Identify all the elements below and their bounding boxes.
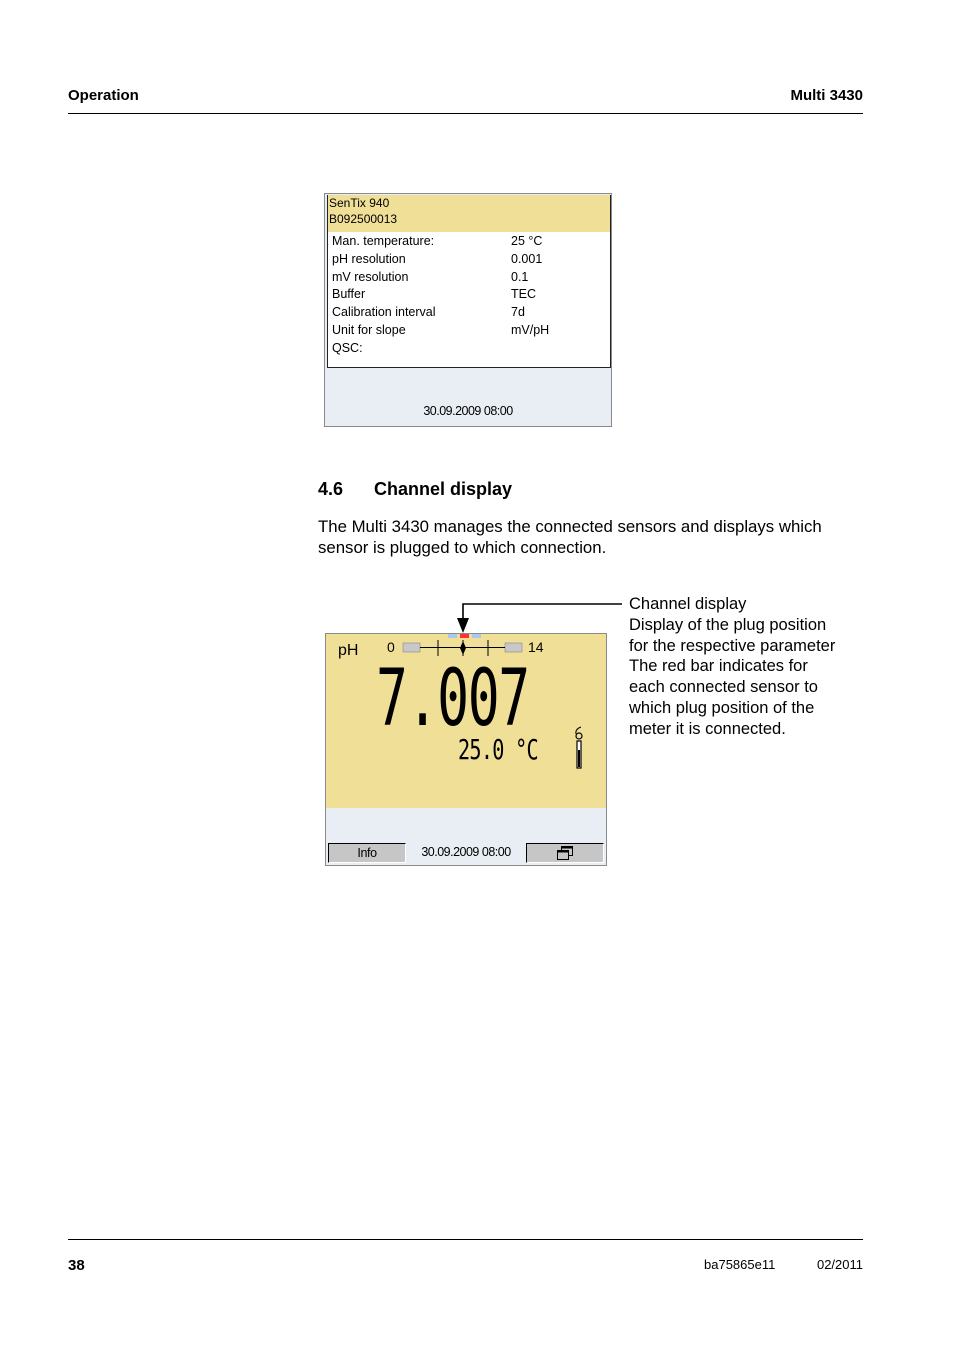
setting-label: pH resolution: [332, 251, 406, 266]
windows-icon: [557, 846, 573, 860]
parameter-label: pH: [338, 642, 359, 659]
settings-panel: [327, 195, 611, 368]
header-rule: [68, 113, 863, 114]
callout-title: Channel display: [629, 595, 747, 613]
settings-datetime: 30.09.2009 08:00: [423, 404, 513, 418]
footer-rule: [68, 1239, 863, 1240]
setting-value: 0.001: [511, 251, 543, 266]
section-body: The Multi 3430 manages the connected sensors and displays which sensor is plugged to which connection.: [318, 517, 822, 557]
section-title: Channel display: [374, 479, 513, 499]
setting-row-ph-resolution[interactable]: [332, 252, 608, 270]
callout-line: which plug position of the: [629, 698, 815, 717]
header-product-name: Multi 3430: [790, 87, 863, 104]
setting-value: TEC: [511, 287, 536, 302]
callout-line: The red bar indicates for: [629, 657, 808, 676]
setting-label: Buffer: [332, 287, 366, 302]
setting-row-calibration-interval[interactable]: [332, 305, 608, 323]
document-id: ba75865e11: [704, 1257, 776, 1272]
page-number: 38: [68, 1257, 85, 1274]
header-section-title: Operation: [68, 87, 139, 104]
scale-min: 0: [387, 639, 395, 655]
setting-row-qsc[interactable]: [332, 341, 608, 359]
sensor-info-bar: [328, 195, 610, 232]
setting-label: mV resolution: [332, 269, 409, 284]
setting-value: mV/pH: [511, 322, 550, 337]
callout-text: [629, 594, 859, 740]
measured-value: 7.007: [376, 654, 529, 744]
settings-screen: [324, 193, 612, 427]
measurement-datetime: 30.09.2009 08:00: [421, 845, 511, 859]
setting-row-unit-for-slope[interactable]: [332, 323, 608, 341]
setting-row-mv-resolution[interactable]: [332, 270, 608, 288]
temperature-value: 25.0 °C: [458, 733, 538, 766]
setting-row-man-temperature[interactable]: [332, 234, 608, 252]
scale-max: 14: [528, 639, 544, 655]
setting-label: Man. temperature:: [332, 234, 435, 248]
callout-line: for the respective parameter: [629, 636, 836, 655]
setting-label: Unit for slope: [332, 322, 406, 337]
sensor-serial: B092500013: [329, 212, 398, 226]
setting-value: 25 °C: [511, 234, 543, 248]
sensor-name: SenTix 940: [329, 196, 390, 210]
callout-line: meter it is connected.: [629, 719, 786, 738]
callout-line: Display of the plug position: [629, 615, 827, 634]
softkey-bar: [326, 842, 606, 865]
setting-row-buffer[interactable]: [332, 287, 608, 305]
measurement-display: [326, 634, 606, 808]
settings-list: [332, 234, 608, 359]
callout-arrow: [452, 598, 627, 636]
window-button[interactable]: [526, 843, 604, 863]
sensor-probe-icon: [572, 726, 586, 770]
callout-line: each connected sensor to: [629, 678, 818, 697]
measurement-screen: [325, 633, 607, 866]
setting-label: Calibration interval: [332, 305, 436, 320]
setting-value: 0.1: [511, 269, 529, 284]
info-button[interactable]: Info: [328, 843, 406, 863]
section-number: 4.6: [318, 479, 344, 499]
setting-label: QSC:: [332, 340, 363, 355]
setting-value: 7d: [511, 305, 525, 320]
document-date: 02/2011: [816, 1257, 863, 1272]
